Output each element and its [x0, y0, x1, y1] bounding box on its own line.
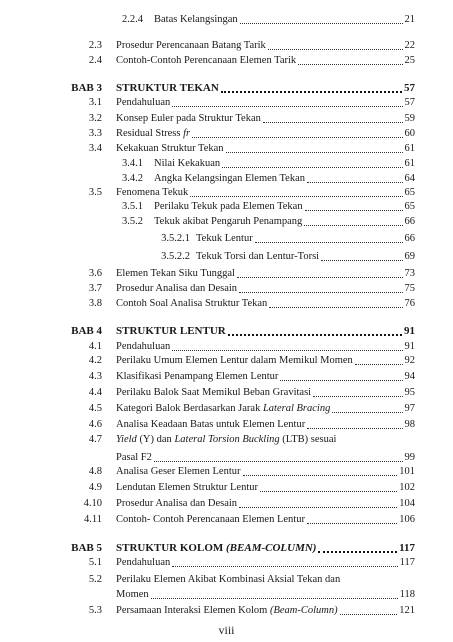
toc-page: 101	[399, 466, 415, 477]
toc-number: 3.3	[88, 128, 102, 139]
toc-page: 98	[404, 419, 415, 430]
toc-page: 60	[404, 128, 415, 139]
leader-dots	[307, 182, 403, 183]
toc-title: Tekuk akibat Pengaruh Penampang	[154, 216, 303, 227]
toc-page: 117	[399, 542, 415, 554]
toc-number: 4.1	[88, 341, 102, 352]
toc-number: 3.2	[88, 113, 102, 124]
toc-page: 59	[404, 113, 415, 124]
leader-dots	[332, 412, 402, 413]
toc-page: 76	[404, 298, 415, 309]
toc-page: 73	[404, 268, 415, 279]
toc-page: 69	[404, 251, 415, 262]
toc-title: Perilaku Umum Elemen Lentur dalam Memikul Momen	[116, 355, 353, 366]
toc-number: 4.5	[88, 403, 102, 414]
toc-page: 22	[404, 40, 415, 51]
leader-dots	[268, 49, 403, 50]
toc-title: Prosedur Perencanaan Batang Tarik	[116, 40, 266, 51]
leader-dots	[154, 461, 403, 462]
toc-page: 75	[404, 283, 415, 294]
leader-dots	[260, 491, 397, 492]
toc-title: Residual Stress fr	[116, 128, 191, 139]
toc-page: 57	[404, 82, 415, 94]
toc-title: Contoh-Contoh Perencanaan Elemen Tarik	[116, 55, 297, 66]
toc-title: Batas Kelangsingan	[154, 14, 238, 25]
toc-page: 102	[399, 482, 415, 493]
toc-number: 5.3	[88, 605, 102, 616]
toc-title: Tekuk Lentur	[196, 233, 253, 244]
toc-number: 2.2.4	[122, 14, 143, 25]
toc-title: Perilaku Tekuk pada Elemen Tekan	[154, 201, 303, 212]
toc-page: 25	[404, 55, 415, 66]
toc-number: 3.5	[88, 187, 102, 198]
toc-title: Kategori Balok Berdasarkan Jarak Lateral Bracing	[116, 403, 331, 414]
toc-number: 3.7	[88, 283, 102, 294]
toc-title: Kekakuan Struktur Tekan	[116, 143, 224, 154]
toc-number: 3.4	[88, 143, 102, 154]
toc-title: Pendahuluan	[116, 341, 171, 352]
toc-number: 3.6	[88, 268, 102, 279]
toc-title: Pendahuluan	[116, 97, 171, 108]
toc-title: STRUKTUR TEKAN	[116, 82, 219, 94]
toc-title: Contoh- Contoh Perencanaan Elemen Lentur	[116, 514, 305, 525]
toc-page: 92	[404, 355, 415, 366]
toc-title: Analisa Keadaan Batas untuk Elemen Lentur	[116, 419, 306, 430]
toc-number: 4.6	[88, 419, 102, 430]
toc-number: 5.2	[88, 574, 102, 585]
leader-dots	[255, 242, 403, 243]
toc-page: 104	[399, 498, 415, 509]
leader-dots	[269, 307, 402, 308]
toc-page: 66	[404, 216, 415, 227]
toc-number: 3.5.2.2	[161, 251, 190, 262]
page-number: viii	[218, 623, 235, 637]
toc-page: 91	[404, 341, 415, 352]
toc-title: STRUKTUR LENTUR	[116, 325, 226, 337]
toc-title: Nilai Kekakuan	[154, 158, 221, 169]
toc-title: Yield (Y) dan Lateral Torsion Buckling (LTB) sesuai	[116, 434, 337, 445]
toc-number: 4.11	[84, 514, 102, 525]
leader-dots	[192, 137, 402, 138]
toc-title: Klasifikasi Penampang Elemen Lentur	[116, 371, 279, 382]
toc-number: 3.1	[88, 97, 102, 108]
toc-number: 3.5.1	[122, 201, 143, 212]
toc-title: Lendutan Elemen Struktur Lentur	[116, 482, 259, 493]
toc-number: 4.7	[88, 434, 102, 445]
leader-dots	[307, 428, 402, 429]
toc-page: 97	[404, 403, 415, 414]
leader-dots	[221, 91, 402, 93]
leader-dots	[318, 551, 397, 553]
toc-title: Momen	[116, 589, 149, 600]
leader-dots	[243, 475, 398, 476]
toc-number: 3.5.2.1	[161, 233, 190, 244]
toc-number: 4.3	[88, 371, 102, 382]
toc-title: Konsep Euler pada Struktur Tekan	[116, 113, 261, 124]
toc-number: 4.8	[88, 466, 102, 477]
toc-page: 121	[399, 605, 415, 616]
toc-page: 95	[404, 387, 415, 398]
toc-number: 3.5.2	[122, 216, 143, 227]
toc-title: Prosedur Analisa dan Desain	[116, 283, 238, 294]
toc-title: Prosedur Analisa dan Desain	[116, 498, 238, 509]
leader-dots	[222, 167, 402, 168]
toc-page: 66	[404, 233, 415, 244]
toc-page: 61	[404, 158, 415, 169]
toc-title: Elemen Tekan Siku Tunggal	[116, 268, 235, 279]
toc-page: 117	[399, 557, 415, 568]
leader-dots	[280, 380, 402, 381]
leader-dots	[340, 614, 398, 615]
leader-dots	[239, 292, 402, 293]
toc-number: 5.1	[88, 557, 102, 568]
leader-dots	[313, 396, 402, 397]
leader-dots	[172, 106, 402, 107]
toc-page: 91	[404, 325, 415, 337]
toc-number: 2.3	[88, 40, 102, 51]
toc-title: Angka Kelangsingan Elemen Tekan	[154, 173, 305, 184]
leader-dots	[307, 523, 397, 524]
toc-title: Pendahuluan	[116, 557, 171, 568]
toc-title: Fenomena Tekuk	[116, 187, 189, 198]
leader-dots	[263, 122, 403, 123]
leader-dots	[228, 334, 402, 336]
leader-dots	[355, 364, 403, 365]
toc-page: 106	[399, 514, 415, 525]
toc-page: 64	[404, 173, 415, 184]
toc-title: Perilaku Balok Saat Memikul Beban Gravitasi	[116, 387, 312, 398]
toc-title: STRUKTUR KOLOM (BEAM-COLUMN)	[116, 542, 317, 554]
leader-dots	[172, 350, 402, 351]
toc-title: Persamaan Interaksi Elemen Kolom (Beam-Column)	[116, 605, 338, 616]
toc-number: BAB 3	[71, 82, 102, 94]
leader-dots	[298, 64, 402, 65]
toc-page: 65	[404, 187, 415, 198]
leader-dots	[172, 566, 397, 567]
leader-dots	[151, 598, 398, 599]
leader-dots	[237, 277, 403, 278]
leader-dots	[321, 260, 402, 261]
toc-page: 94	[404, 371, 415, 382]
leader-dots	[304, 225, 402, 226]
toc-number: 3.4.2	[122, 173, 143, 184]
toc-title: Tekuk Torsi dan Lentur-Torsi	[196, 251, 320, 262]
toc-page: 65	[404, 201, 415, 212]
toc-number: BAB 5	[71, 542, 102, 554]
toc-page: 21	[404, 14, 415, 25]
leader-dots	[239, 507, 397, 508]
toc-title: Pasal F2	[116, 452, 152, 463]
toc-title: Perilaku Elemen Akibat Kombinasi Aksial Tekan dan	[116, 574, 341, 585]
toc-page: 99	[404, 452, 415, 463]
toc-number: 4.9	[88, 482, 102, 493]
toc-number: BAB 4	[71, 325, 102, 337]
leader-dots	[240, 23, 403, 24]
leader-dots	[226, 152, 403, 153]
toc-title: Contoh Soal Analisa Struktur Tekan	[116, 298, 268, 309]
toc-number: 3.4.1	[122, 158, 143, 169]
leader-dots	[190, 196, 402, 197]
toc-number: 3.8	[88, 298, 102, 309]
toc-page: 57	[404, 97, 415, 108]
leader-dots	[305, 210, 403, 211]
toc-number: 4.10	[83, 498, 102, 509]
toc-number: 2.4	[88, 55, 102, 66]
toc-page: 118	[399, 589, 415, 600]
toc-page: 61	[404, 143, 415, 154]
toc-title: Analisa Geser Elemen Lentur	[116, 466, 241, 477]
toc-number: 4.4	[88, 387, 102, 398]
toc-number: 4.2	[88, 355, 102, 366]
